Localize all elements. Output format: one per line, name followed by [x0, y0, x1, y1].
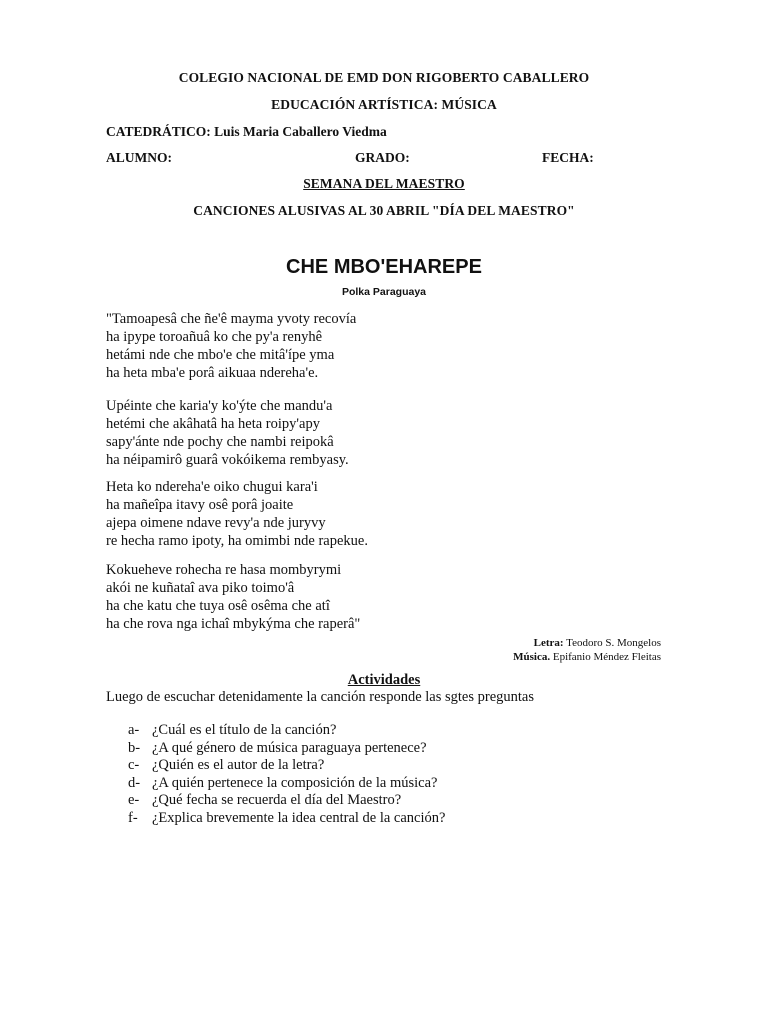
lyric-line: hetémi che akâhatâ ha heta roipy'apy	[106, 416, 320, 432]
question-letter: b-	[128, 739, 141, 756]
song-genre: Polka Paraguaya	[341, 286, 427, 298]
lyric-line: ha mañeîpa itavy osê porâ joaite	[106, 497, 294, 513]
music-label: Música.	[513, 651, 551, 663]
question-letter: c-	[128, 757, 140, 774]
music-author: Epifanio Méndez Fleitas	[552, 651, 661, 663]
question-letter: e-	[128, 792, 140, 809]
lyrics-label: Letra:	[533, 637, 564, 649]
lyric-line: Upéinte che karia'y ko'ýte che mandu'a	[106, 398, 333, 414]
stanza-3	[106, 478, 368, 550]
teacher-label: CATEDRÁTICO:	[106, 124, 211, 139]
question-item	[128, 775, 445, 793]
question-text: ¿Explica brevemente la idea central de la canción?	[152, 809, 446, 826]
song-credits	[513, 636, 661, 664]
lyric-line: ajepa oimene ndave revy'a nde juryvy	[106, 515, 326, 531]
lyric-line: "Tamoapesâ che ñe'ê mayma yvoty recovía	[106, 311, 357, 327]
question-item	[128, 740, 445, 758]
question-text: ¿A qué género de música paraguaya pertenece?	[152, 739, 427, 756]
question-letter: d-	[128, 774, 141, 791]
lyrics-credit	[513, 636, 661, 650]
question-text: ¿Cuál es el título de la canción?	[152, 722, 337, 738]
music-credit	[513, 650, 661, 664]
question-item	[128, 792, 445, 810]
song-title: CHE MBO'EHAREPE	[286, 256, 482, 278]
activities-intro: Luego de escuchar detenidamente la canción responde las sgtes preguntas	[106, 689, 534, 705]
question-list	[128, 722, 445, 828]
question-text: ¿Qué fecha se recuerda el día del Maestro?	[152, 792, 402, 809]
lyric-line: Kokueheve rohecha re hasa mombyrymi	[106, 562, 342, 578]
stanza-4	[106, 561, 360, 633]
school-name: COLEGIO NACIONAL DE EMD DON RIGOBERTO CABALLERO	[178, 70, 590, 85]
songs-title: CANCIONES ALUSIVAS AL 30 ABRIL "DÍA DEL MAESTRO"	[193, 203, 575, 218]
question-text: ¿A quién pertenece la composición de la música?	[152, 774, 438, 791]
lyric-line: Heta ko ndereha'e oiko chugui kara'i	[106, 479, 318, 495]
lyrics-author: Teodoro S. Mongelos	[566, 637, 661, 649]
lyric-line: re hecha ramo ipoty, ha omimbi nde rapekue.	[106, 533, 368, 549]
question-text: ¿Quién es el autor de la letra?	[152, 757, 325, 774]
stanza-1	[106, 310, 356, 382]
lyric-line: ha ipype toroañuâ ko che py'a renyhê	[106, 329, 322, 345]
lyric-line: sapy'ánte nde pochy che nambi reipokâ	[106, 434, 334, 450]
question-item	[128, 722, 445, 740]
lyric-line: ha néipamirô guarâ vokóikema rembyasy.	[106, 452, 349, 468]
teacher-line	[106, 124, 387, 140]
lyric-line: ha heta mba'e porâ aikuaa ndereha'e.	[106, 365, 319, 381]
activities-title: Actividades	[347, 672, 421, 688]
question-item	[128, 810, 445, 828]
teacher-name: Luis Maria Caballero Viedma	[214, 124, 387, 139]
lyric-line: ha che rova nga ichaî mbykýma che raperâ"	[106, 616, 361, 632]
question-letter: f-	[128, 809, 138, 826]
question-item	[128, 757, 445, 775]
date-label: FECHA:	[542, 150, 594, 165]
grade-label: GRADO:	[355, 150, 410, 165]
question-letter: a-	[128, 722, 140, 738]
stanza-2	[106, 397, 349, 469]
lyric-line: akói ne kuñataî ava piko toimo'â	[106, 580, 295, 596]
subject-title: EDUCACIÓN ARTÍSTICA: MÚSICA	[271, 97, 497, 112]
student-label: ALUMNO:	[106, 150, 172, 165]
lyric-line: ha che katu che tuya osê osêma che atî	[106, 598, 330, 614]
lyric-line: hetámi nde che mbo'e che mitâ'ípe yma	[106, 347, 335, 363]
week-title: SEMANA DEL MAESTRO	[303, 176, 465, 191]
